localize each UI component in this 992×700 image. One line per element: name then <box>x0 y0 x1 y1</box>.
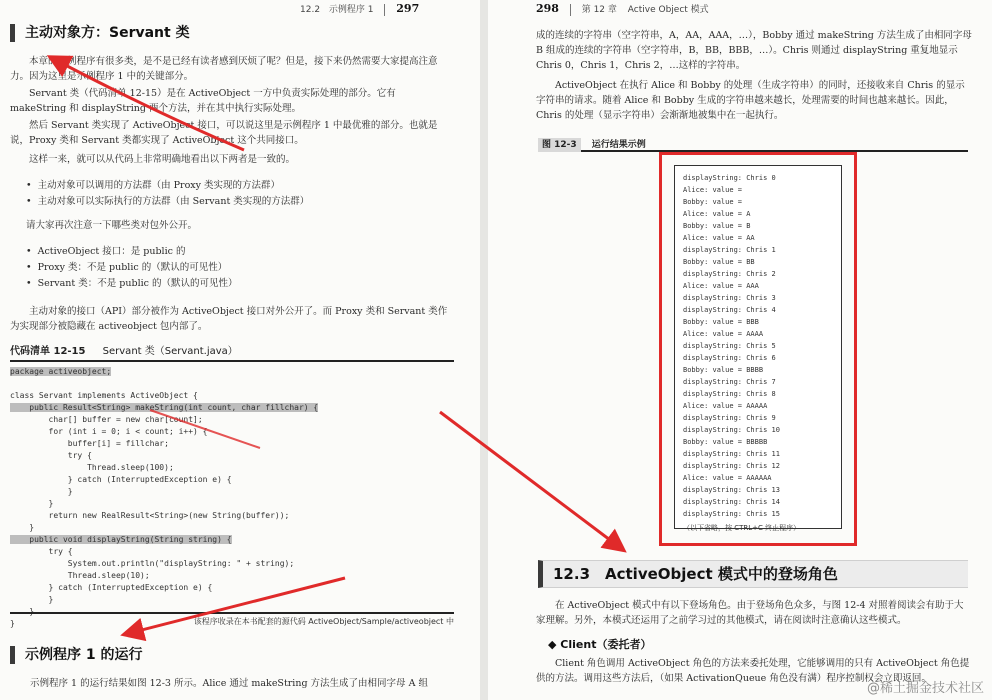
public-note: 请大家再次注意一下哪些类对包外公开。 <box>26 220 198 231</box>
console-line: Alice: value = AAAA <box>683 330 764 338</box>
paragraph-3: 在 ActiveObject 模式中有以下登场角色。由于登场角色众多，与图 12-4 对照着阅读会有助于大家理解。另外，本模式还运用了之前学习过的其他模式，请在阅读时注意确认这些模式。 <box>536 600 964 626</box>
console-footer: （以下省略，按 CTRL+C 终止程序） <box>683 524 801 532</box>
console-line: displayString: Chris 15 <box>683 510 780 518</box>
console-line: displayString: Chris 9 <box>683 414 776 422</box>
figure-caption: 运行结果示例 <box>591 140 646 150</box>
code-line: Thread.sleep(100); <box>10 463 174 472</box>
section-heading-run: 示例程序 1 的运行 <box>10 646 454 664</box>
code-line <box>10 366 454 378</box>
paragraph-1: 本章的示例程序有很多类，是不是已经有读者感到厌烦了呢？但是，接下来仍然需要大家提高注意力。因为这里是示例程序 1 中的关键部分。 <box>10 56 438 82</box>
code-listing <box>10 366 454 630</box>
console-line: displayString: Chris 11 <box>683 450 780 458</box>
code-line: } <box>10 499 54 508</box>
list-item: • Proxy 类：不是 public 的（默认的可见性） <box>26 260 456 276</box>
list-item: • Servant 类：不是 public 的（默认的可见性） <box>26 276 456 292</box>
header-title: 示例程序 1 <box>328 5 374 15</box>
paragraph-1: 成的连续的字符串（空字符串，A，AA，AAA，…），Bobby 通过 makeString 方法生成了由相同字母 B 组成的连续的字符串（空字符串，B，BB，BBB，…）。Chris 则通过 displayString 重复地显示 Chris 0，Chris 1，Chris 2，…这样的字符串。 <box>536 30 972 71</box>
console-line: Alice: value = A <box>683 210 751 218</box>
console-line: displayString: Chris 6 <box>683 354 776 362</box>
code-line <box>10 534 454 546</box>
console-line: Alice: value = <box>683 186 743 194</box>
console-line: Bobby: value = BB <box>683 258 755 266</box>
code-line: } catch (InterruptedException e) { <box>10 583 213 592</box>
section-heading-servant: 主动对象方：Servant 类 <box>10 24 454 42</box>
method-group-list <box>26 178 456 210</box>
paragraph-4: 这样一来，就可以从代码上非常明确地看出以下两者是一致的。 <box>29 154 296 165</box>
paragraph-2: Servant 类（代码清单 12-15）是在 ActiveObject 一方中负责实际处理的部分。它有 makeString 和 displayString 两个方法，并在其中执行实际处理。 <box>10 88 396 114</box>
console-line: Bobby: value = B <box>683 222 751 230</box>
console-line: displayString: Chris 0 <box>683 174 776 182</box>
code-line: Thread.sleep(10); <box>10 571 150 580</box>
console-line: displayString: Chris 10 <box>683 426 780 434</box>
code-listing-title <box>10 342 454 362</box>
code-line: } <box>10 523 35 532</box>
header-chapter: 第 12 章 <box>581 5 617 15</box>
api-paragraph: 主动对象的接口（API）部分被作为 ActiveObject 接口对外公开了。而 Proxy 类和 Servant 类作为实现部分被隐藏在 activeobject 包内部了。 <box>10 306 448 332</box>
code-listing-label: 代码清单 12-15 <box>10 346 86 357</box>
code-line: return new RealResult<String>(new String(buffer)); <box>10 511 290 520</box>
console-line: displayString: Chris 3 <box>683 294 776 302</box>
left-running-header <box>300 2 419 18</box>
console-line: displayString: Chris 1 <box>683 246 776 254</box>
console-line: Bobby: value = <box>683 198 743 206</box>
paragraph-3: 然后 Servant 类实现了 ActiveObject 接口，可以说这里是示例程序 1 中最优雅的部分。也就是说，Proxy 类和 Servant 类都实现了 ActiveObject 这个共同接口。 <box>10 120 438 146</box>
console-line: displayString: Chris 7 <box>683 378 776 386</box>
header-divider <box>570 4 571 16</box>
console-line: displayString: Chris 13 <box>683 486 780 494</box>
code-listing-caption: Servant 类（Servant.java） <box>102 346 238 357</box>
paragraph-run: 示例程序 1 的运行结果如图 12-3 所示。Alice 通过 makeString 方法生成了由相同字母 A 组 <box>30 678 428 689</box>
code-footer: 该程序收录在本书配套的源代码 ActiveObject/Sample/activeobject 中 <box>10 612 454 627</box>
paragraph-2: ActiveObject 在执行 Alice 和 Bobby 的处理（生成字符串）的同时，还接收来自 Chris 的显示字符串的请求。随着 Alice 和 Bobby 生成的字符串越来越长，处理需要的时间也越来越长。因此，Chris 的处理（显示字符串）会渐渐地被集中在一起执行。 <box>536 80 965 121</box>
code-line <box>10 402 454 414</box>
console-line: Alice: value = AA <box>683 234 755 242</box>
highlighted-code: package activeobject; <box>10 367 112 376</box>
highlighted-code: public Result<String> makeString(int count, char fillchar) { <box>10 403 319 412</box>
console-line: Bobby: value = BBB <box>683 318 759 326</box>
console-line: displayString: Chris 2 <box>683 270 776 278</box>
console-line: displayString: Chris 5 <box>683 342 776 350</box>
console-line: Alice: value = AAAAA <box>683 402 768 410</box>
section-heading-roles: 12.3 ActiveObject 模式中的登场角色 <box>538 560 968 588</box>
right-running-header <box>536 2 709 18</box>
visibility-list <box>26 244 456 292</box>
client-heading: ◆ Client（委托者） <box>548 638 652 651</box>
code-line: for (int i = 0; i < count; i++) { <box>10 427 208 436</box>
code-line: } <box>10 487 73 496</box>
console-output <box>674 165 842 532</box>
code-line: char[] buffer = new char[count]; <box>10 415 203 424</box>
console-line: displayString: Chris 14 <box>683 498 780 506</box>
code-line: } <box>10 619 15 628</box>
highlighted-code: public void displayString(String string) { <box>10 535 232 544</box>
console-line: displayString: Chris 4 <box>683 306 776 314</box>
paragraph-4: Client 角色调用 ActiveObject 角色的方法来委托处理，它能够调用的只有 ActiveObject 角色提供的方法。调用这些方法后，（如果 ActivationQueue 角色没有满）程序控制权会立即返回。 <box>536 658 970 684</box>
header-section: 12.2 <box>300 5 321 15</box>
console-line: displayString: Chris 12 <box>683 462 780 470</box>
code-line: } catch (InterruptedException e) { <box>10 475 232 484</box>
list-item: • ActiveObject 接口：是 public 的 <box>26 244 456 260</box>
code-line: class Servant implements ActiveObject { <box>10 391 198 400</box>
book-gutter <box>480 0 488 700</box>
figure-annotation-box <box>659 152 857 546</box>
header-title: Active Object 模式 <box>627 5 709 15</box>
code-line: try { <box>10 451 92 460</box>
code-line: buffer[i] = fillchar; <box>10 439 169 448</box>
console-line: Bobby: value = BBBBB <box>683 438 768 446</box>
page-number: 298 <box>536 2 559 15</box>
code-line: System.out.println("displayString: " + string); <box>10 559 295 568</box>
left-page <box>0 0 480 700</box>
list-item: • 主动对象可以调用的方法群（由 Proxy 类实现的方法群） <box>26 178 456 194</box>
header-divider <box>384 4 385 16</box>
console-line: Bobby: value = BBBB <box>683 366 764 374</box>
code-line: } <box>10 607 35 616</box>
figure-label: 图 12-3 <box>538 138 581 152</box>
console-line: Alice: value = AAA <box>683 282 759 290</box>
code-line: } <box>10 595 54 604</box>
code-line: try { <box>10 547 73 556</box>
list-item: • 主动对象可以实际执行的方法群（由 Servant 类实现的方法群） <box>26 194 456 210</box>
code-line <box>10 378 454 390</box>
figure-title <box>538 138 968 152</box>
console-line: Alice: value = AAAAAA <box>683 474 772 482</box>
watermark: @稀土掘金技术社区 <box>866 681 984 696</box>
console-line: displayString: Chris 8 <box>683 390 776 398</box>
page-number: 297 <box>396 2 420 15</box>
